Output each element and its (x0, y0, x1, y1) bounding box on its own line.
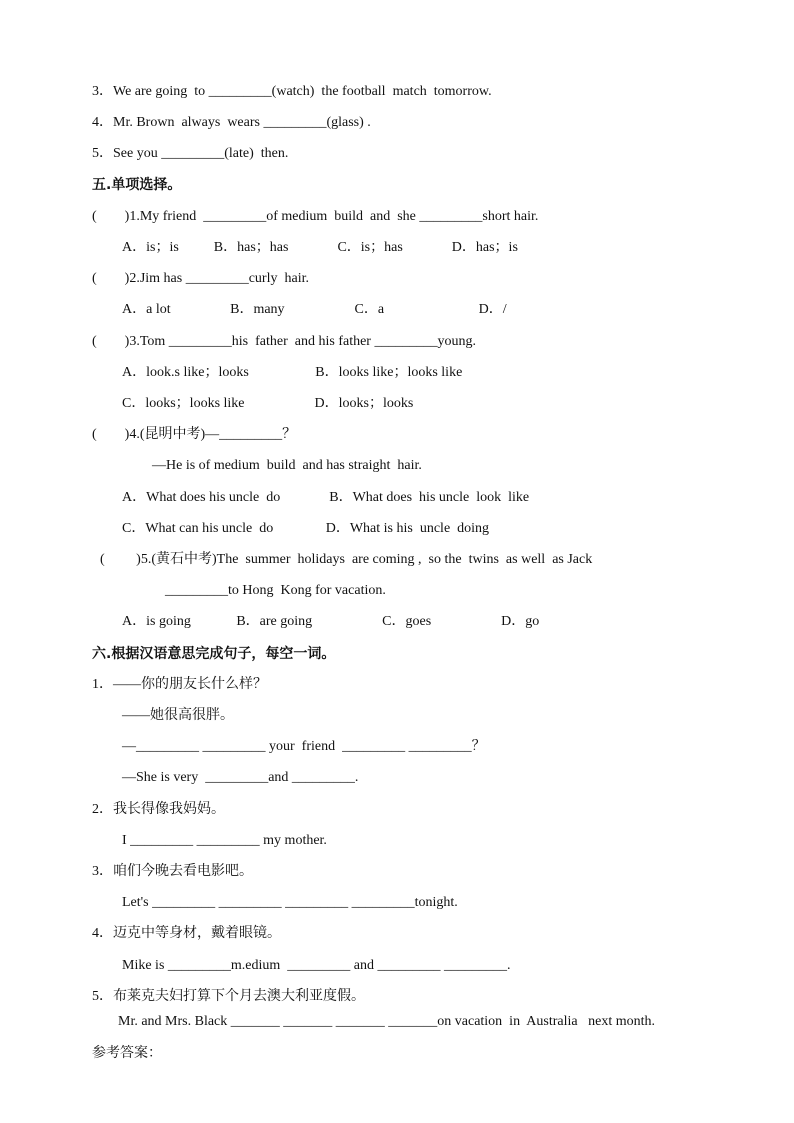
sentence-1-chinese-answer: ——她很高很胖。 (122, 708, 234, 723)
sentence-4-english: Mike is _________m.edium _________ and _________ _________. (122, 958, 511, 973)
sentence-1-english-answer: —She is very _________and _________. (122, 770, 359, 785)
question-1-stem: ( )1.My friend _________of medium build and she _________short hair. (92, 209, 539, 224)
sentence-2-chinese: 2．我长得像我妈妈。 (92, 802, 225, 817)
sentence-4-chinese: 4．迈克中等身材，戴着眼镜。 (92, 926, 281, 941)
question-4-options-cd: C．What can his uncle do D．What is his uncle doing (122, 521, 490, 536)
question-2-options: A．a lot B．many C．a D．/ (122, 302, 507, 317)
section-5-heading: 五.单项选择。 (92, 177, 182, 193)
sentence-3-chinese: 3．咱们今晚去看电影吧。 (92, 864, 253, 879)
sentence-5-chinese: 5．布莱克夫妇打算下个月去澳大利亚度假。 (92, 989, 365, 1004)
sentence-5-english: Mr. and Mrs. Black _______ _______ _______ _______on vacation in Australia next month. (118, 1014, 656, 1029)
answers-heading: 参考答案： (92, 1046, 162, 1061)
question-3-stem: ( )3.Tom _________his father and his father _________young. (92, 334, 476, 349)
sentence-3-english: Let's _________ _________ _________ _________tonight. (122, 895, 458, 910)
section-6-heading: 六.根据汉语意思完成句子，每空一词。 (92, 646, 336, 662)
question-3-options-cd: C．looks；looks like D．looks；looks (122, 396, 414, 411)
question-4-answer-line: —He is of medium build and has straight hair. (152, 458, 422, 473)
question-5-stem: ( )5.(黄石中考)The summer holidays are coming , so the twins as well as Jack (100, 552, 593, 567)
question-5-stem-continued: _________to Hong Kong for vacation. (165, 583, 386, 598)
question-1-options: A．is；is B．has；has C．is；has D．has；is (122, 240, 518, 255)
question-4-options-ab: A．What does his uncle do B．What does his uncle look like (122, 490, 530, 505)
exercise-item-5: 5．See you _________(late) then. (92, 146, 289, 161)
sentence-1-chinese-question: 1．——你的朋友长什么样？ (92, 677, 267, 692)
question-3-options-ab: A．look.s like；looks B．looks like；looks like (122, 365, 463, 380)
sentence-1-english-question: —_________ _________ your friend _________ _________？ (122, 739, 486, 754)
question-5-options: A．is going B．are going C．goes D．go (122, 614, 540, 629)
question-4-stem: ( )4.(昆明中考)—_________？ (92, 427, 297, 442)
sentence-2-english: I _________ _________ my mother. (122, 833, 327, 848)
question-2-stem: ( )2.Jim has _________curly hair. (92, 271, 309, 286)
exercise-item-3: 3．We are going to _________(watch) the football match tomorrow. (92, 84, 492, 99)
exercise-item-4: 4．Mr. Brown always wears _________(glass) . (92, 115, 371, 130)
